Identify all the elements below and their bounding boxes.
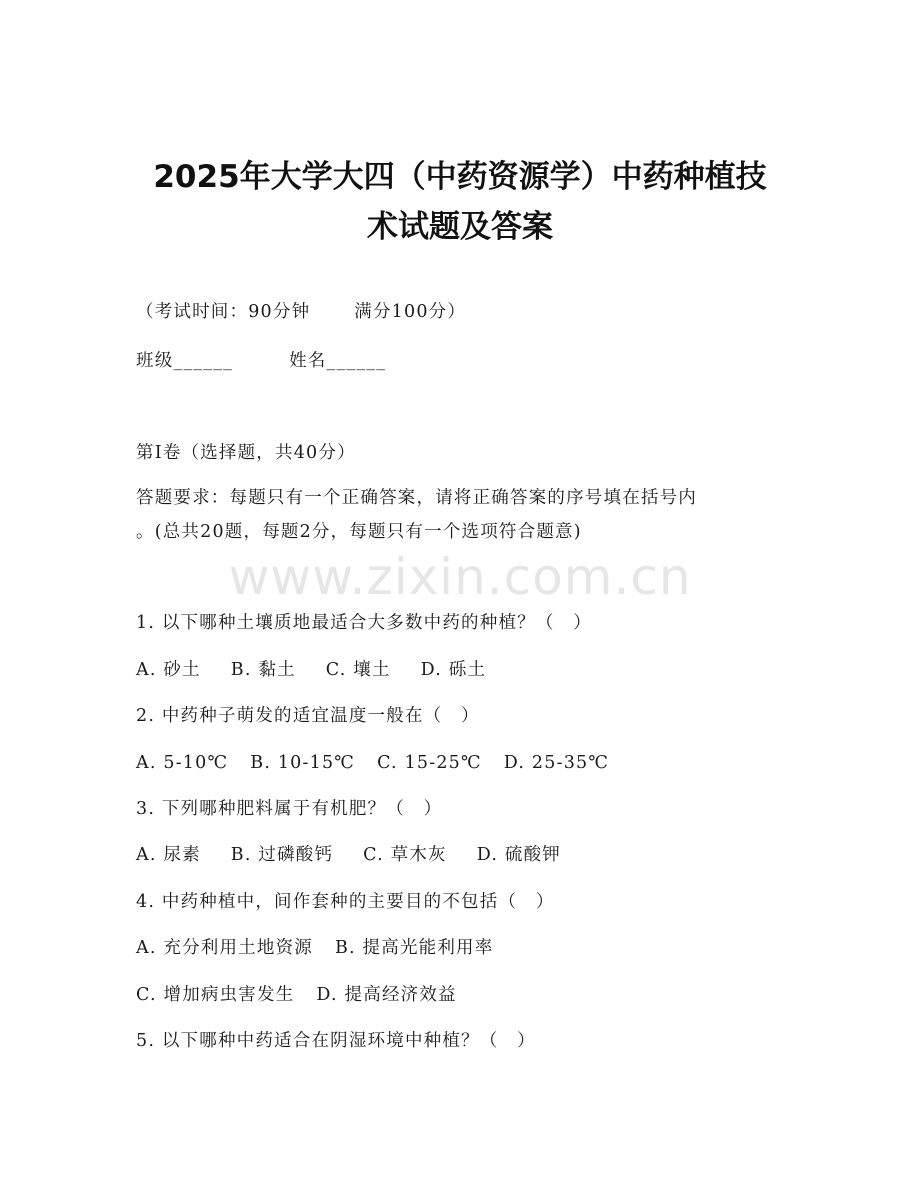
question-2-option-b: B. 10-15℃ bbox=[250, 753, 356, 773]
question-1-text: 1. 以下哪种土壤质地最适合大多数中药的种植？（ ） bbox=[136, 613, 592, 633]
question-2-text: 2. 中药种子萌发的适宜温度一般在（ ） bbox=[136, 706, 480, 726]
exam-full-score: 满分100分） bbox=[354, 302, 467, 322]
question-3-option-c: C. 草木灰 bbox=[363, 845, 447, 865]
question-1-option-d: D. 砾土 bbox=[420, 660, 487, 680]
question-1-option-b: B. 黏土 bbox=[230, 660, 296, 680]
document-title-line2: 术试题及答案 bbox=[367, 209, 553, 245]
section-instruction-line2: 。(总共20题，每题2分，每题只有一个选项符合题意) bbox=[136, 522, 582, 542]
question-5-text: 5. 以下哪种中药适合在阴湿环境中种植？（ ） bbox=[136, 1031, 536, 1051]
question-3-option-b: B. 过磷酸钙 bbox=[230, 845, 334, 865]
document-title-line1: 2025年大学大四（中药资源学）中药种植技 bbox=[153, 159, 767, 195]
student-fields bbox=[136, 353, 386, 371]
class-field: 班级______ bbox=[136, 351, 234, 371]
question-4-options-row1 bbox=[136, 940, 493, 958]
question-3-option-a: A. 尿素 bbox=[136, 845, 201, 865]
exam-time: （考试时间：90分钟 bbox=[136, 302, 311, 322]
question-4-option-d: D. 提高经济效益 bbox=[316, 985, 457, 1005]
exam-info bbox=[136, 304, 466, 322]
question-2-option-d: D. 25-35℃ bbox=[503, 753, 610, 773]
question-1-option-c: C. 壤土 bbox=[325, 660, 391, 680]
question-1-options bbox=[136, 662, 486, 680]
section-heading: 第Ⅰ卷（选择题，共40分） bbox=[136, 443, 356, 463]
watermark: www.zixin.com.cn bbox=[228, 548, 692, 606]
question-4-text: 4. 中药种植中，间作套种的主要目的不包括（ ） bbox=[136, 892, 555, 912]
section-instruction-line1: 答题要求：每题只有一个正确答案，请将正确答案的序号填在括号内 bbox=[136, 488, 697, 508]
question-2-option-a: A. 5-10℃ bbox=[136, 753, 229, 773]
question-4-option-b: B. 提高光能利用率 bbox=[334, 938, 494, 958]
question-4-option-c: C. 增加病虫害发生 bbox=[136, 985, 295, 1005]
question-4-option-a: A. 充分利用土地资源 bbox=[136, 938, 313, 958]
question-4-options-row2 bbox=[136, 987, 457, 1005]
question-2-option-c: C. 15-25℃ bbox=[377, 753, 482, 773]
question-3-options bbox=[136, 847, 561, 865]
question-3-text: 3. 下列哪种肥料属于有机肥？（ ） bbox=[136, 799, 443, 819]
question-1-option-a: A. 砂土 bbox=[136, 660, 201, 680]
name-field: 姓名______ bbox=[289, 351, 387, 371]
question-3-option-d: D. 硫酸钾 bbox=[476, 845, 561, 865]
question-2-options bbox=[136, 755, 609, 773]
